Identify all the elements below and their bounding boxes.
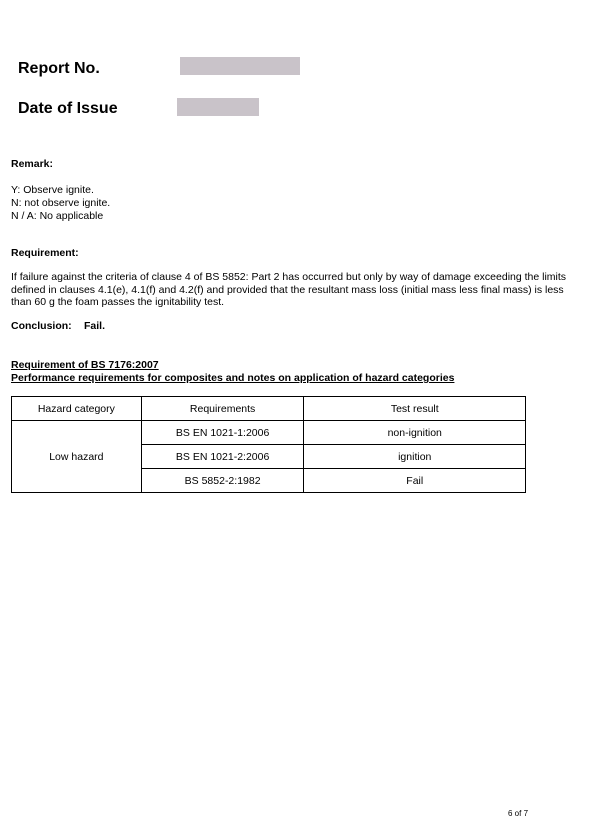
requirement-line-1: If failure against the criteria of clause 4 of BS 5852: Part 2 has occurred but only by way of damage exceeding the limits bbox=[11, 271, 567, 283]
result-cell: Fail bbox=[304, 469, 526, 493]
hazard-category-cell: Low hazard bbox=[12, 421, 142, 493]
hazard-requirements-table bbox=[11, 396, 526, 493]
page-number: 6 of 7 bbox=[508, 809, 529, 818]
conclusion-value: Fail. bbox=[84, 320, 106, 332]
requirement-line-2: defined in clauses 4.1(e), 4.1(f) and 4.2(f) and provided that the resultant mass loss (initial mass less final mass) is less bbox=[11, 283, 564, 296]
header-requirements: Requirements bbox=[141, 397, 304, 421]
report-no-redacted-value bbox=[180, 57, 300, 75]
date-of-issue-redacted-value bbox=[177, 98, 259, 116]
header-test-result: Test result bbox=[304, 397, 526, 421]
requirement-cell: BS 5852-2:1982 bbox=[141, 469, 304, 493]
standard-subtitle: Performance requirements for composites and notes on application of hazard categories bbox=[11, 372, 455, 384]
remark-line-n: N: not observe ignite. bbox=[11, 197, 111, 209]
requirement-cell: BS EN 1021-2:2006 bbox=[141, 445, 304, 469]
header-hazard-category: Hazard category bbox=[12, 397, 142, 421]
remark-line-y: Y: Observe ignite. bbox=[11, 184, 94, 196]
result-cell: non-ignition bbox=[304, 421, 526, 445]
remark-line-na: N / A: No applicable bbox=[11, 210, 104, 222]
requirement-title: Requirement: bbox=[11, 247, 79, 259]
table-header-row bbox=[12, 397, 526, 421]
table-row bbox=[12, 421, 526, 445]
requirement-cell: BS EN 1021-1:2006 bbox=[141, 421, 304, 445]
date-of-issue-label: Date of Issue bbox=[18, 100, 118, 117]
standard-title: Requirement of BS 7176:2007 bbox=[11, 359, 159, 371]
result-cell: ignition bbox=[304, 445, 526, 469]
remark-title: Remark: bbox=[11, 158, 54, 170]
requirement-line-3: than 60 g the foam passes the ignitability test. bbox=[11, 296, 225, 308]
report-no-label: Report No. bbox=[18, 60, 100, 77]
conclusion-label: Conclusion: bbox=[11, 320, 72, 332]
